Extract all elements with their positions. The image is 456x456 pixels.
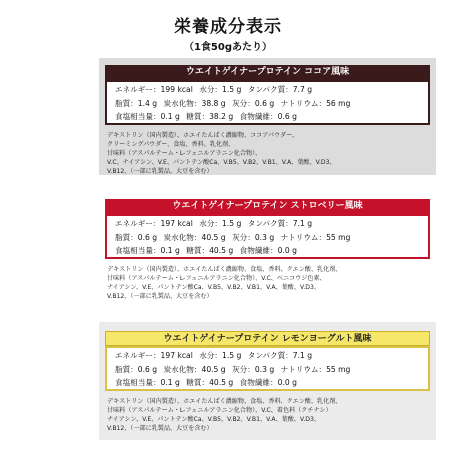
nutrition-facts-box xyxy=(105,346,430,391)
ingredients-text xyxy=(107,265,429,301)
salt-equivalent-value: 食塩相当量：0.1 g xyxy=(115,378,180,387)
nutrition-row-3 xyxy=(115,112,297,122)
nutrition-facts-box xyxy=(105,214,430,259)
ingredients-line: デキストリン（国内製造）、ホエイたんぱく濃縮物、食塩、香料、クエン酸、乳化剤、 xyxy=(107,266,342,273)
ingredients-line: ナイアシン、V.E、パントテン酸Ca、V.B5、V.B2、V.B1、V.A、葉酸、V.D3、 xyxy=(107,416,320,424)
ingredients-line: V.B12、（一部に乳製品、大豆を含む） xyxy=(107,168,213,176)
nutrition-row-2 xyxy=(115,99,350,109)
page-title: 栄養成分表示 xyxy=(174,17,282,37)
energy-value: エネルギー：197 kcal xyxy=(115,351,193,360)
protein-value: タンパク質：7.7 g xyxy=(247,85,313,94)
fat-value: 脂質：0.6 g xyxy=(115,365,158,374)
nutrition-row-3 xyxy=(115,378,297,388)
nutrition-row-1 xyxy=(115,219,312,229)
ingredients-line: V.C、ナイアシン、V.E、パントテン酸Ca、V.B5、V.B2、V.B1、V.A、葉酸、V.D3、 xyxy=(107,159,336,167)
protein-value: タンパク質：7.1 g xyxy=(247,219,313,228)
protein-value: タンパク質：7.1 g xyxy=(247,351,313,360)
ingredients-line: V.B12、（一部に乳製品、大豆を含む） xyxy=(107,425,213,433)
page-subtitle: （1食50gあたり） xyxy=(183,42,273,53)
energy-value: エネルギー：197 kcal xyxy=(115,219,193,228)
ingredients-line: ナイアシン、V.E、パントテン酸Ca、V.B5、V.B2、V.B1、V.A、葉酸、V.D3、 xyxy=(107,284,320,292)
ash-value: 灰分：0.3 g xyxy=(232,233,275,242)
nutrition-row-3 xyxy=(115,246,297,256)
ash-value: 灰分：0.3 g xyxy=(232,365,275,374)
product-name-band: ウエイトゲイナープロテイン ストロベリー風味 xyxy=(105,199,430,214)
moisture-value: 水分：1.5 g xyxy=(199,351,242,360)
nutrition-row-2 xyxy=(115,365,350,375)
sugar-value: 糖質：38.2 g xyxy=(186,112,234,121)
nutrition-row-2 xyxy=(115,233,350,243)
ingredients-line: デキストリン（国内製造）、ホエイたんぱく濃縮物、ココアパウダー、 xyxy=(107,132,299,139)
fat-value: 脂質：1.4 g xyxy=(115,99,158,108)
ingredients-text xyxy=(107,131,429,176)
product-name-band: ウエイトゲイナープロテイン ココア風味 xyxy=(105,65,430,80)
ingredients-line: クリーミングパウダー、食塩、香料、乳化剤、 xyxy=(107,141,235,149)
product-name-band: ウエイトゲイナープロテイン レモンヨーグルト風味 xyxy=(105,331,430,346)
ingredients-line: 甘味料（アスパルテーム・L-フェニルアラニン化合物）、 xyxy=(107,150,262,158)
nutrition-row-1 xyxy=(115,351,312,361)
moisture-value: 水分：1.5 g xyxy=(199,85,242,94)
sodium-value: ナトリウム：55 mg xyxy=(280,233,351,242)
sodium-value: ナトリウム：56 mg xyxy=(280,99,351,108)
fiber-value: 食物繊維：0.0 g xyxy=(239,378,297,387)
carbohydrate-value: 炭水化物：40.5 g xyxy=(163,233,226,242)
fiber-value: 食物繊維：0.0 g xyxy=(239,246,297,255)
nutrition-row-1 xyxy=(115,85,312,95)
nutrition-section-lemon-yogurt xyxy=(99,322,436,440)
nutrition-section-strawberry xyxy=(99,190,436,308)
ash-value: 灰分：0.6 g xyxy=(232,99,275,108)
sugar-value: 糖質：40.5 g xyxy=(186,378,234,387)
ingredients-line: V.B12、（一部に乳製品、大豆を含む） xyxy=(107,293,213,301)
nutrition-section-cocoa xyxy=(99,58,436,175)
moisture-value: 水分：1.5 g xyxy=(199,219,242,228)
ingredients-text xyxy=(107,397,429,433)
fiber-value: 食物繊維：0.6 g xyxy=(239,112,297,121)
salt-equivalent-value: 食塩相当量：0.1 g xyxy=(115,112,180,121)
ingredients-line: 甘味料（アスパルテーム・L-フェニルアラニン化合物）、V.C、ベニコウジ色素、 xyxy=(107,275,326,283)
carbohydrate-value: 炭水化物：40.5 g xyxy=(163,365,226,374)
salt-equivalent-value: 食塩相当量：0.1 g xyxy=(115,246,180,255)
sugar-value: 糖質：40.5 g xyxy=(186,246,234,255)
fat-value: 脂質：0.6 g xyxy=(115,233,158,242)
carbohydrate-value: 炭水化物：38.8 g xyxy=(163,99,226,108)
energy-value: エネルギー：199 kcal xyxy=(115,85,193,94)
ingredients-line: 甘味料（アスパルテーム・L-フェニルアラニン化合物）、V.C、着色料（クチナシ） xyxy=(107,407,332,415)
nutrition-facts-box xyxy=(105,80,430,125)
ingredients-line: デキストリン（国内製造）、ホエイたんぱく濃縮物、食塩、香料、クエン酸、乳化剤、 xyxy=(107,398,342,405)
sodium-value: ナトリウム：55 mg xyxy=(280,365,351,374)
